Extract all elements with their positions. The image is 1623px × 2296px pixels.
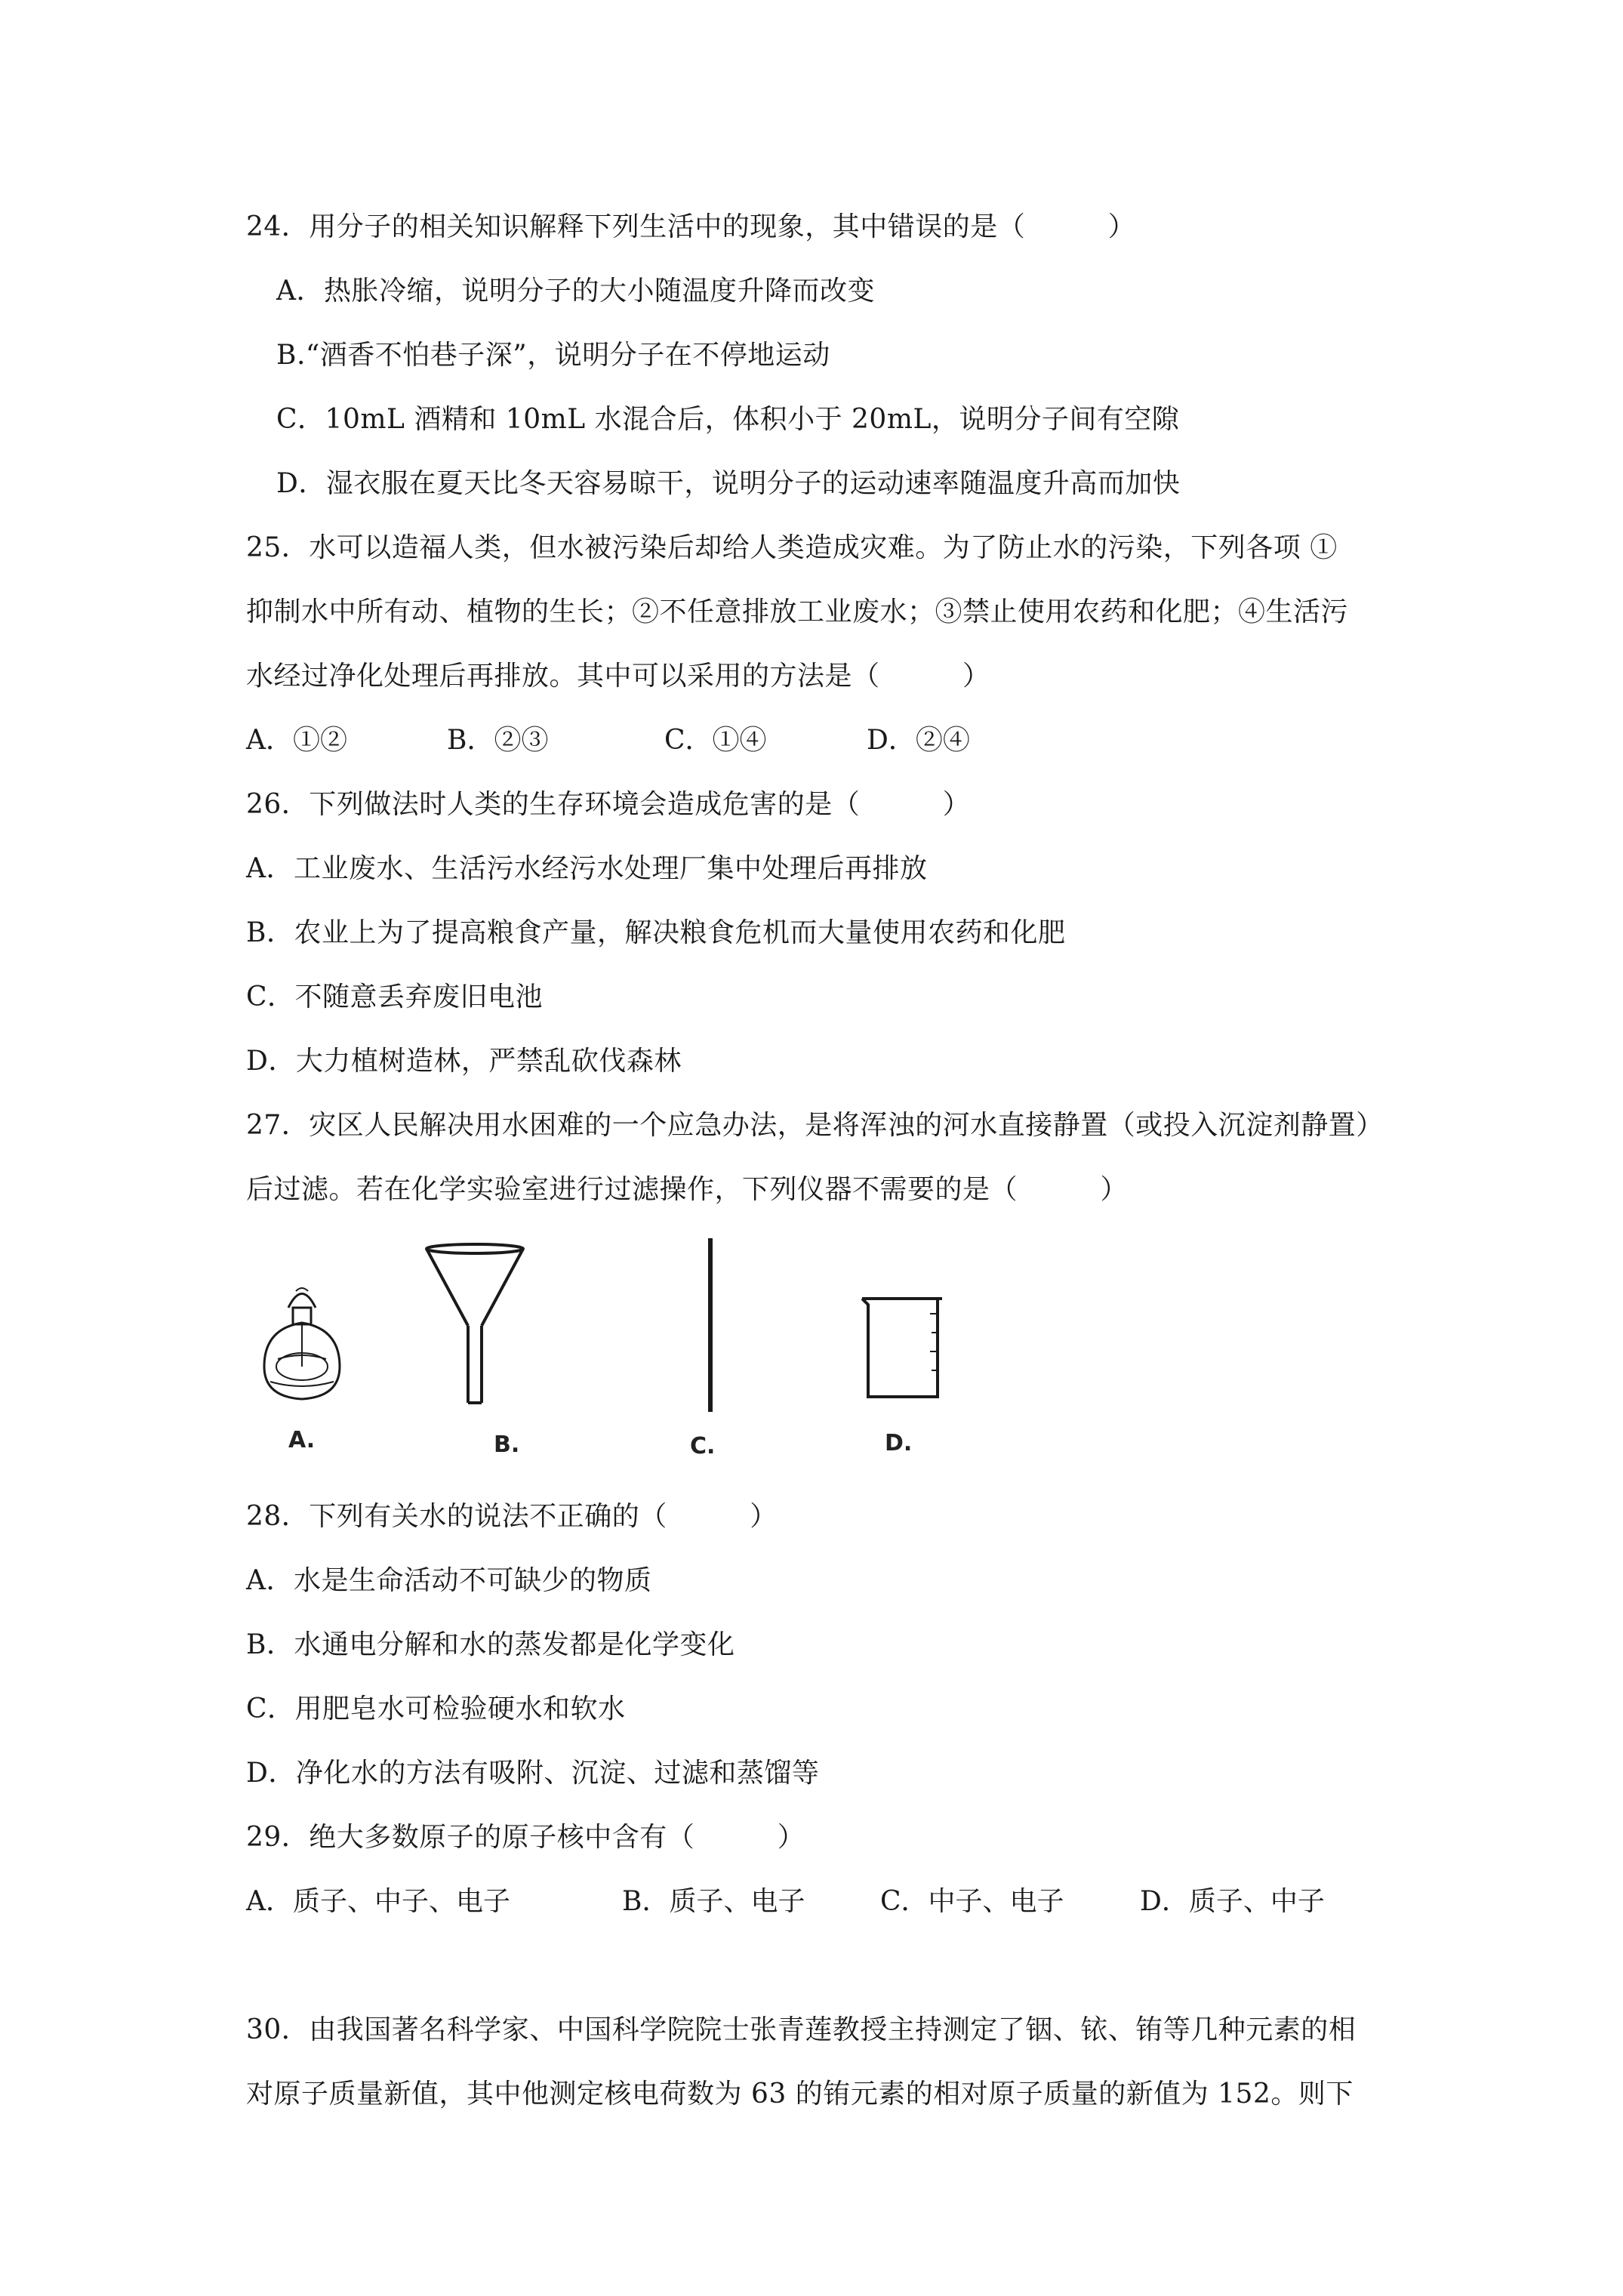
alcohol-lamp-icon <box>264 1288 340 1399</box>
q28-option-a: A．水是生命活动不可缺少的物质 <box>246 1565 652 1596</box>
figure-label-c: C. <box>690 1433 716 1459</box>
q29-option-c: C．中子、电子 <box>880 1886 1064 1917</box>
q25-stem-line3: 水经过净化处理后再排放。其中可以采用的方法是（ ） <box>246 661 990 692</box>
q24-option-c: C．10mL 酒精和 10mL 水混合后，体积小于 20mL，说明分子间有空隙 <box>276 404 1180 435</box>
q29-options <box>246 1885 1378 1918</box>
q30-stem-line1: 30．由我国著名科学家、中国科学院院士张青莲教授主持测定了铟、铱、铕等几种元素的相 <box>246 2014 1357 2045</box>
q25-option-c: C．①④ <box>664 725 767 756</box>
q26-stem: 26．下列做法时人类的生存环境会造成危害的是（ ） <box>246 789 971 820</box>
q29-option-d: D．质子、中子 <box>1140 1886 1325 1917</box>
beaker-icon <box>862 1299 942 1397</box>
q27-stem-line1: 27．灾区人民解决用水困难的一个应急办法，是将浑浊的河水直接静置（或投入沉淀剂静置） <box>246 1110 1384 1141</box>
q28-option-c: C．用肥皂水可检验硬水和软水 <box>246 1693 626 1724</box>
q27-stem-line2: 后过滤。若在化学实验室进行过滤操作，下列仪器不需要的是（ ） <box>246 1174 1129 1205</box>
lab-apparatus-figure <box>242 1238 1012 1472</box>
q29-option-a: A．质子、中子、电子 <box>246 1886 510 1917</box>
q24-option-a: A．热胀冷缩，说明分子的大小随温度升降而改变 <box>276 276 875 307</box>
q26-option-c: C．不随意丢弃废旧电池 <box>246 982 544 1012</box>
q26-option-a: A．工业废水、生活污水经污水处理厂集中处理后再排放 <box>246 853 928 884</box>
q29-option-b: B．质子、电子 <box>622 1886 805 1917</box>
funnel-icon <box>427 1244 523 1403</box>
q28-option-d: D．净化水的方法有吸附、沉淀、过滤和蒸馏等 <box>246 1758 820 1789</box>
figure-label-b: B. <box>494 1432 520 1458</box>
q24-option-d: D．湿衣服在夏天比冬天容易晾干，说明分子的运动速率随温度升高而加快 <box>276 468 1181 499</box>
q24-option-b: B.“酒香不怕巷子深”，说明分子在不停地运动 <box>276 340 830 371</box>
q25-options <box>246 724 1378 757</box>
q26-option-b: B．农业上为了提高粮食产量，解决粮食危机而大量使用农药和化肥 <box>246 917 1066 948</box>
q24-stem: 24．用分子的相关知识解释下列生活中的现象，其中错误的是（ ） <box>246 211 1136 242</box>
q25-stem-line1: 25．水可以造福人类，但水被污染后却给人类造成灾难。为了防止水的污染，下列各项 ① <box>246 532 1338 563</box>
q28-option-b: B．水通电分解和水的蒸发都是化学变化 <box>246 1629 735 1660</box>
q28-stem: 28．下列有关水的说法不正确的（ ） <box>246 1501 778 1532</box>
q25-option-a: A．①② <box>246 725 347 756</box>
q25-option-d: D．②④ <box>867 725 970 756</box>
q26-option-d: D．大力植树造林，严禁乱砍伐森林 <box>246 1046 682 1077</box>
q29-stem: 29．绝大多数原子的原子核中含有（ ） <box>246 1822 805 1853</box>
q25-stem-line2: 抑制水中所有动、植物的生长；②不任意排放工业废水；③禁止使用农药和化肥；④生活污 <box>246 596 1349 627</box>
figure-label-d: D. <box>885 1430 913 1456</box>
q25-option-b: B．②③ <box>447 725 549 756</box>
figure-label-a: A. <box>288 1427 316 1453</box>
q30-stem-line2: 对原子质量新值，其中他测定核电荷数为 63 的铕元素的相对原子质量的新值为 152。则下 <box>246 2079 1354 2110</box>
